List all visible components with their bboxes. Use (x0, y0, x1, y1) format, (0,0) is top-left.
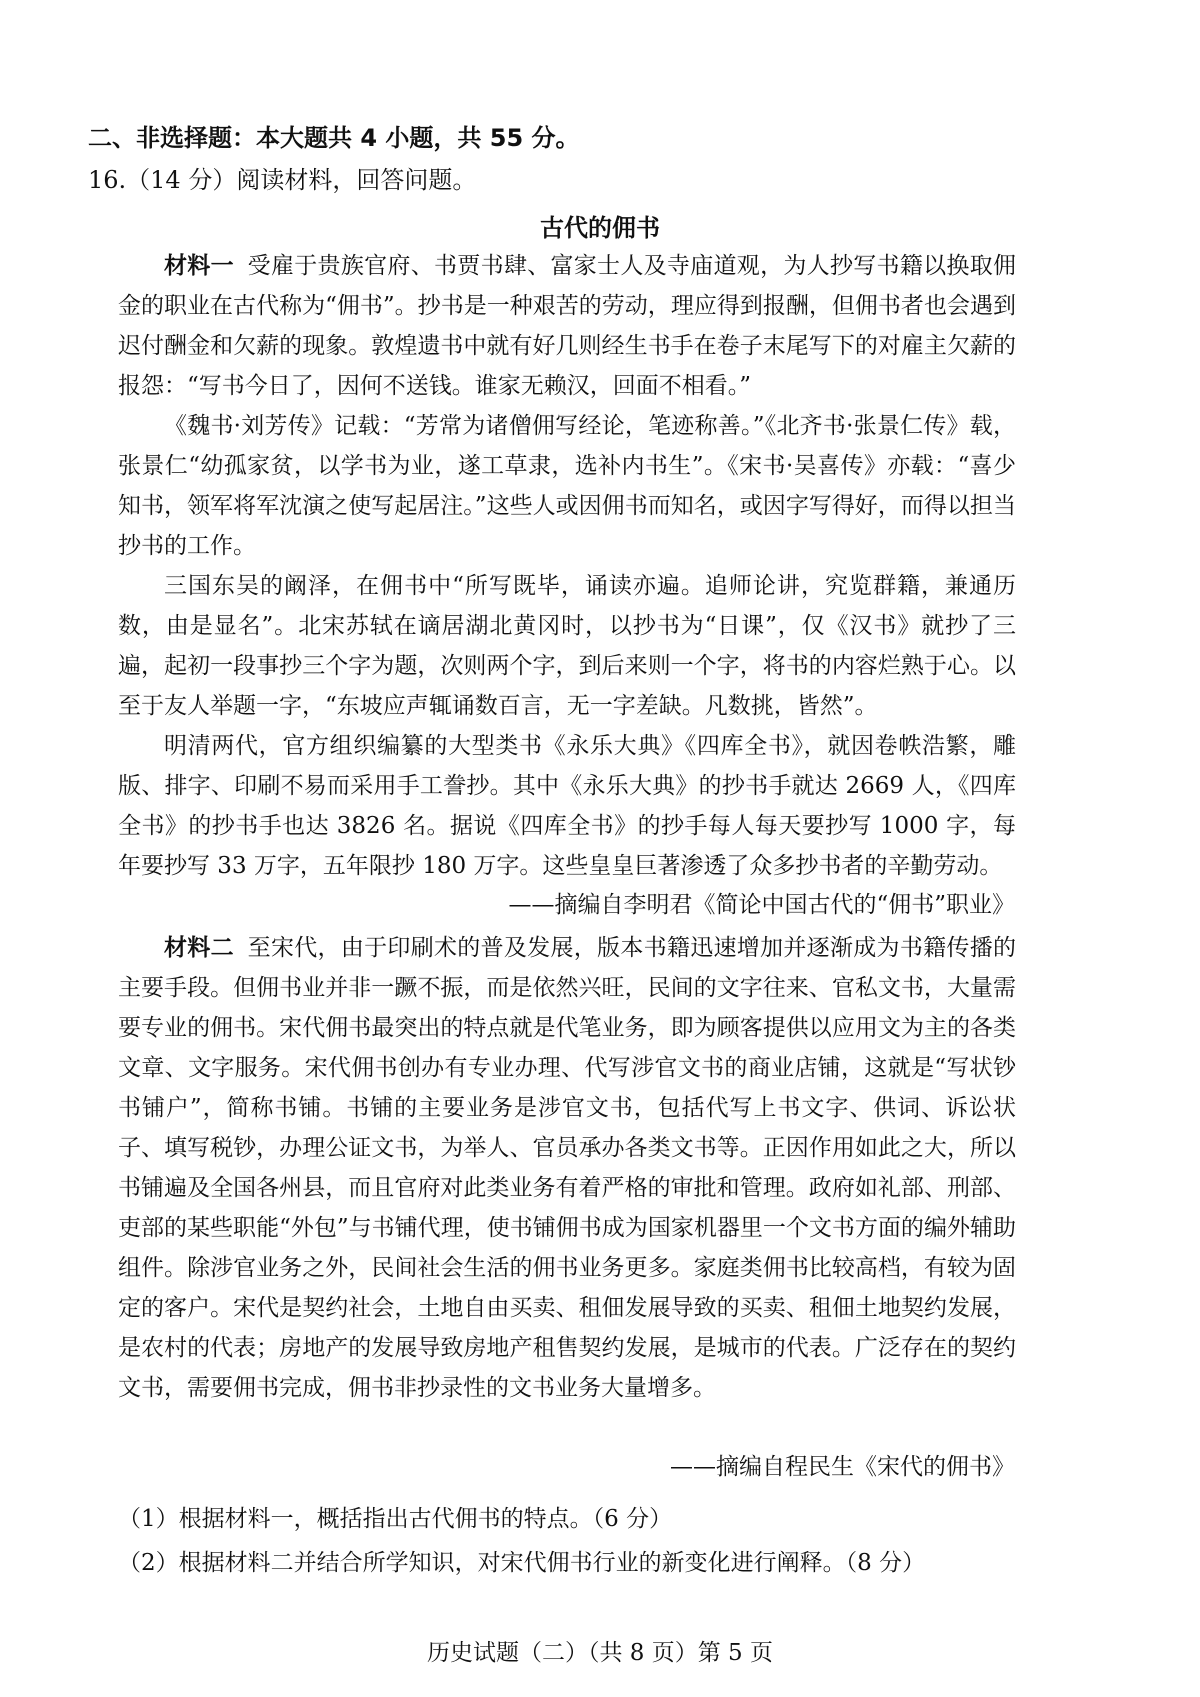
material-2-paragraph-1-text: 至宋代，由于印刷术的普及发展，版本书籍迅速增加并逐渐成为书籍传播的主要手段。但佣书业并非一蹶不振，而是依然兴旺，民间的文字往来、官私文书，大量需要专业的佣书。宋代佣书最突出的特点就是代笔业务，即为顾客提供以应用文为主的各类文章、文字服务。宋代佣书创办有专业办理、代写涉官文书的商业店铺，这就是“写状钞书铺户”，简称书铺。书铺的主要业务是涉官文书，包括代写上书文字、供词、诉讼状子、填写税钞，办理公证文书，为举人、官员承办各类文书等。正因作用如此之大，所以书铺遍及全国各州县，而且官府对此类业务有着严格的审批和管理。政府如礼部、刑部、吏部的某些职能“外包”与书铺代理，使书铺佣书成为国家机器里一个文书方面的编外辅助组件。除涉官业务之外，民间社会生活的佣书业务更多。家庭类佣书比较高档，有较为固定的客户。宋代是契约社会，土地自由买卖、租佃发展导致的买卖、租佃土地契约发展，是农村的代表；房地产的发展导致房地产租售契约发展，是城市的代表。广泛存在的契约文书，需要佣书完成，佣书非抄录性的文书业务大量增多。 (118, 935, 1017, 1401)
material-1-paragraph-4: 明清两代，官方组织编纂的大型类书《永乐大典》《四库全书》，就因卷帙浩繁，雕版、排字、印刷不易而采用手工誊抄。其中《永乐大典》的抄书手就达 2669 人，《四库全书》的抄书手也达 3826 名。据说《四库全书》的抄手每人每天要抄写 1000 字，每年要抄写 33 万字，五年限抄 180 万字。这些皇皇巨著渗透了众多抄书者的辛勤劳动。 (118, 733, 1016, 879)
question-16-heading: 16.（14 分）阅读材料，回答问题。 (88, 166, 477, 194)
material-1-paragraph-1-text: 受雇于贵族官府、书贾书肆、富家士人及寺庙道观，为人抄写书籍以换取佣金的职业在古代称为“佣书”。抄书是一种艰苦的劳动，理应得到报酬，但佣书者也会遇到迟付酬金和欠薪的现象。敦煌遗书中就有好几则经生书手在卷子末尾写下的对雇主欠薪的报怨：“写书今日了，因何不送钱。谁家无赖汉，回面不相看。” (118, 253, 1017, 399)
material-1-source: ——摘编自李明君《简论中国古代的“佣书”职业》 (508, 892, 1015, 918)
material-1-label: 材料一 (164, 253, 234, 279)
material-1-paragraph-1 (118, 246, 1016, 406)
material-2-paragraph-1 (118, 928, 1016, 1408)
section-heading: 二、非选择题：本大题共 4 小题，共 55 分。 (88, 124, 580, 152)
material-2-body (118, 928, 1016, 1408)
material-2-source: ——摘编自程民生《宋代的佣书》 (670, 1454, 1015, 1480)
material-2-label: 材料二 (164, 935, 234, 961)
sub-question-1: （1）根据材料一，概括指出古代佣书的特点。（6 分） (118, 1506, 673, 1532)
material-1-paragraph-3: 三国东吴的阚泽，在佣书中“所写既毕，诵读亦遍。追师论讲，究览群籍，兼通历数，由是显名”。北宋苏轼在谪居湖北黄冈时，以抄书为“日课”，仅《汉书》就抄了三遍，起初一段事抄三个字为题，次则两个字，到后来则一个字，将书的内容烂熟于心。以至于友人举题一字，“东坡应声辄诵数百言，无一字差缺。凡数挑，皆然”。 (118, 573, 1016, 719)
passage-title: 古代的佣书 (540, 214, 660, 242)
page-footer: 历史试题（二）（共 8 页）第 5 页 (426, 1640, 773, 1666)
material-1-body (118, 246, 1016, 886)
material-1-paragraph-2: 《魏书·刘芳传》记载：“芳常为诸僧佣写经论，笔迹称善。”《北齐书·张景仁传》载，张景仁“幼孤家贫，以学书为业，遂工草隶，选补内书生”。《宋书·吴喜传》亦载：“喜少知书，领军将军沈演之使写起居注。”这些人或因佣书而知名，或因字写得好，而得以担当抄书的工作。 (118, 413, 1016, 559)
sub-question-2: （2）根据材料二并结合所学知识，对宋代佣书行业的新变化进行阐释。（8 分） (118, 1550, 926, 1576)
